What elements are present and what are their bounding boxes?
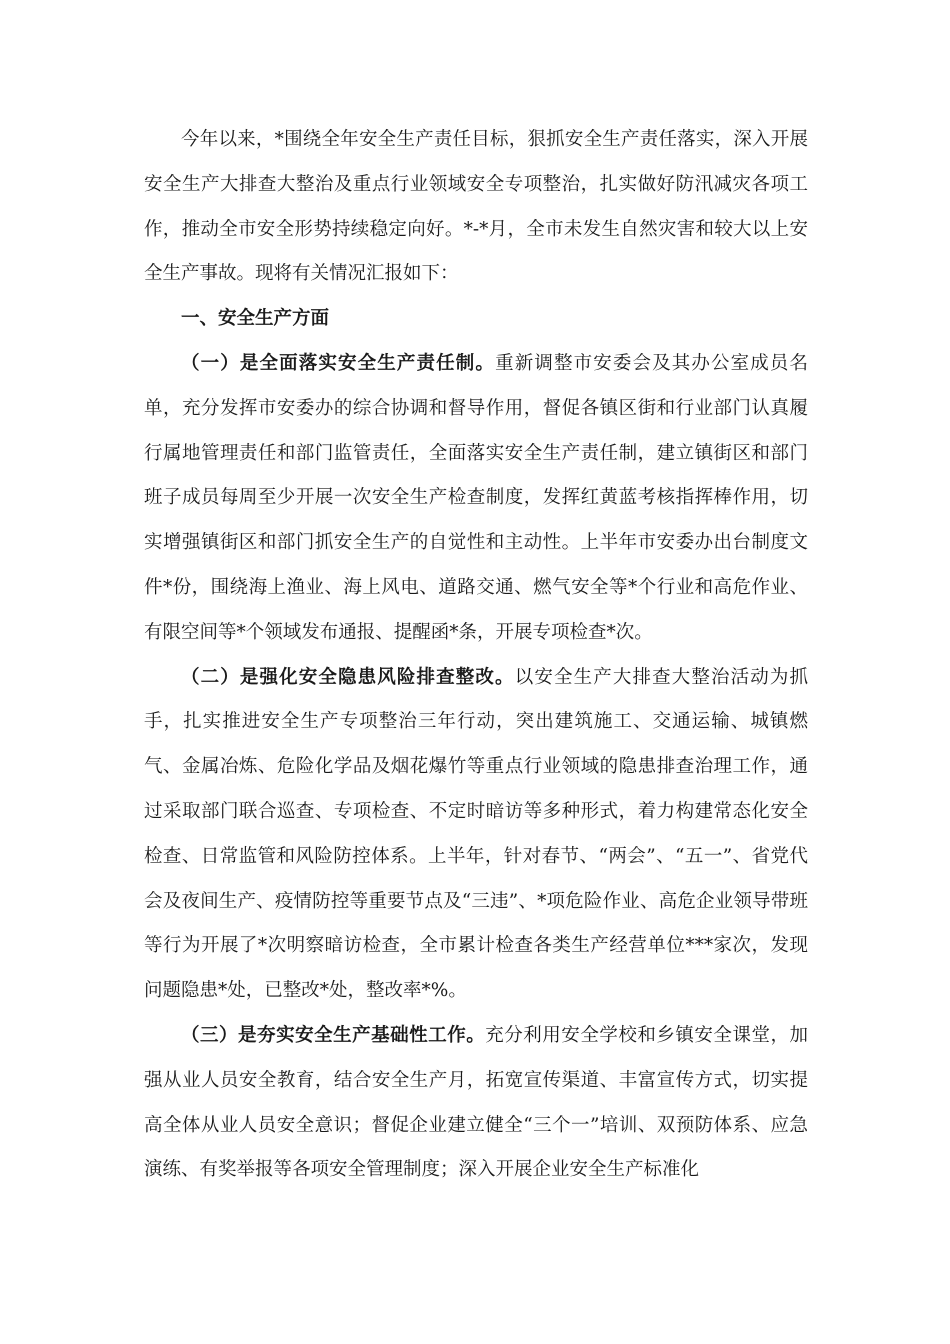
intro-text: 今年以来，*围绕全年安全生产责任目标，狠抓安全生产责任落实，深入开展安全生产大排查大整治及重点行业领域安全专项整治，扎实做好防汛减灾各项工作，推动全市安全形势持续稳定向好。*-*月，全市未发生自然灾害和较大以上安全生产事故。现将有关情况汇报如下： [144,129,808,285]
paragraph-lead: （二）是强化安全隐患风险排查整改。 [181,666,515,688]
section-heading-safety-production [144,297,808,342]
paragraph-lead: （一）是全面落实安全生产责任制。 [181,352,496,374]
paragraph-responsibility-system [144,342,808,656]
section-heading-text: 一、安全生产方面 [181,308,330,330]
paragraph-foundation-work [144,1014,808,1193]
paragraph-lead: （三）是夯实安全生产基础性工作。 [181,1024,486,1046]
intro-paragraph [144,118,808,297]
paragraph-text: 充分利用安全学校和乡镇安全课堂，加强从业人员安全教育，结合安全生产月，拓宽宣传渠道、丰富宣传方式，切实提高全体从业人员安全意识；督促企业建立健全“三个一”培训、双预防体系、应急演练、有奖举报等各项安全管理制度；深入开展企业安全生产标准化 [144,1024,808,1181]
document-body [144,118,808,1193]
paragraph-text: 以安全生产大排查大整治活动为抓手，扎实推进安全生产专项整治三年行动，突出建筑施工、交通运输、城镇燃气、金属冶炼、危险化学品及烟花爆竹等重点行业领域的隐患排查治理工作，通过采取部门联合巡查、专项检查、不定时暗访等多种形式，着力构建常态化安全检查、日常监管和风险防控体系。上半年，针对春节、“两会”、“五一”、省党代会及夜间生产、疫情防控等重要节点及“三违”、*项危险作业、高危企业领导带班等行为开展了*次明察暗访检查，全市累计检查各类生产经营单位***家次，发现问题隐患*处，已整改*处，整改率*%。 [144,666,808,1002]
paragraph-hazard-inspection [144,656,808,1014]
paragraph-text: 重新调整市安委会及其办公室成员名单，充分发挥市安委办的综合协调和督导作用，督促各镇区街和行业部门认真履行属地管理责任和部门监管责任，全面落实安全生产责任制，建立镇街区和部门班子成员每周至少开展一次安全生产检查制度，发挥红黄蓝考核指挥棒作用，切实增强镇街区和部门抓安全生产的自觉性和主动性。上半年市安委办出台制度文件*份，围绕海上渔业、海上风电、道路交通、燃气安全等*个行业和高危作业、有限空间等*个领域发布通报、提醒函*条，开展专项检查*次。 [144,352,808,643]
